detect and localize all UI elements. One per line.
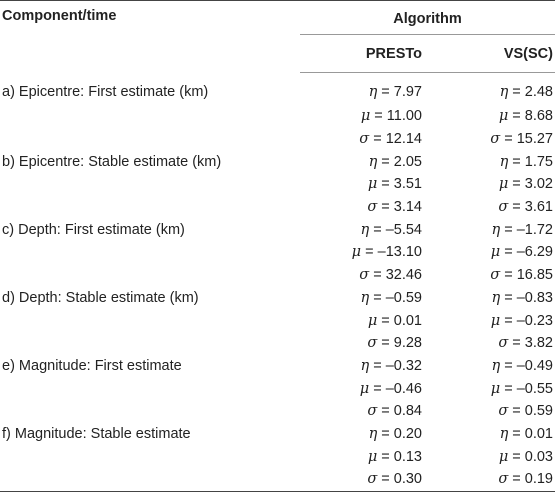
vs-value: = –0.23 bbox=[504, 312, 553, 329]
vs-value-cell bbox=[423, 241, 555, 264]
statistic-symbol: σ bbox=[490, 131, 501, 148]
vs-value: = 2.48 bbox=[512, 84, 553, 100]
statistic-symbol: μ bbox=[367, 176, 378, 193]
table-row bbox=[0, 309, 555, 332]
presto-value-cell bbox=[300, 128, 423, 151]
statistic-symbol: μ bbox=[498, 448, 509, 465]
table-header bbox=[0, 1, 555, 73]
vs-value-cell bbox=[423, 468, 555, 491]
presto-value-cell bbox=[300, 196, 423, 219]
presto-value: = –0.32 bbox=[373, 357, 422, 374]
vs-value-cell bbox=[423, 355, 555, 378]
statistic-symbol: μ bbox=[367, 312, 378, 329]
presto-value: = –5.54 bbox=[373, 221, 422, 238]
table-body bbox=[0, 73, 555, 492]
statistic-symbol: σ bbox=[498, 335, 509, 352]
presto-value: = 9.28 bbox=[381, 335, 422, 352]
presto-value: = 11.00 bbox=[374, 108, 422, 125]
table-row bbox=[0, 241, 555, 264]
row-component-label bbox=[0, 196, 300, 219]
presto-value: = –0.59 bbox=[373, 289, 422, 306]
presto-value: = –0.46 bbox=[373, 380, 422, 397]
vs-value-cell bbox=[423, 196, 555, 219]
row-component-label bbox=[0, 309, 300, 332]
vs-value-cell bbox=[423, 400, 555, 423]
presto-value: = 3.51 bbox=[381, 176, 422, 193]
statistic-symbol: μ bbox=[360, 108, 371, 125]
table-row bbox=[0, 173, 555, 196]
statistic-symbol: σ bbox=[498, 471, 509, 488]
row-component-label: b) Epicentre: Stable estimate (km) bbox=[2, 153, 222, 170]
statistic-symbol: μ bbox=[490, 380, 501, 397]
table-row bbox=[0, 400, 555, 423]
row-component-label bbox=[0, 445, 300, 468]
vs-column-header: VS(SC) bbox=[423, 35, 555, 73]
presto-value: = 0.01 bbox=[381, 312, 422, 329]
vs-value: = 15.27 bbox=[504, 131, 553, 148]
table-row bbox=[0, 332, 555, 355]
statistic-symbol: σ bbox=[367, 199, 378, 216]
statistic-symbol: μ bbox=[490, 312, 501, 329]
presto-value-cell bbox=[300, 332, 423, 355]
vs-value-cell bbox=[423, 264, 555, 287]
statistic-symbol: μ bbox=[490, 244, 501, 261]
vs-value: = –0.83 bbox=[504, 289, 553, 306]
statistic-symbol: η bbox=[360, 289, 370, 306]
row-component-label: a) Epicentre: First estimate (km) bbox=[2, 83, 209, 100]
row-component-label bbox=[0, 400, 300, 423]
statistic-symbol: η bbox=[491, 357, 501, 374]
presto-value: = 0.84 bbox=[381, 403, 422, 420]
table-row bbox=[0, 355, 555, 378]
statistic-symbol: σ bbox=[367, 471, 378, 488]
vs-value-cell bbox=[423, 377, 555, 400]
vs-value: = 3.61 bbox=[512, 199, 553, 216]
statistic-symbol: σ bbox=[498, 403, 509, 420]
row-component-label bbox=[0, 468, 300, 491]
vs-value: = 0.59 bbox=[512, 403, 553, 420]
statistic-symbol: σ bbox=[367, 335, 378, 352]
vs-value: = 1.75 bbox=[512, 153, 553, 170]
statistic-symbol: η bbox=[491, 289, 501, 306]
presto-value-cell bbox=[300, 377, 423, 400]
statistic-symbol: σ bbox=[367, 403, 378, 420]
row-component-label bbox=[0, 105, 300, 128]
statistic-symbol: η bbox=[368, 84, 378, 100]
presto-value-cell bbox=[300, 287, 423, 310]
row-component-label: d) Depth: Stable estimate (km) bbox=[2, 289, 199, 306]
presto-value-cell bbox=[300, 150, 423, 173]
vs-value-cell bbox=[423, 73, 555, 106]
statistic-symbol: μ bbox=[498, 176, 509, 193]
presto-value: = 12.14 bbox=[373, 131, 422, 148]
vs-value-cell bbox=[423, 150, 555, 173]
vs-value: = –0.49 bbox=[504, 357, 553, 374]
presto-column-header: PRESTo bbox=[300, 35, 423, 73]
statistic-symbol: η bbox=[368, 425, 378, 442]
table-row bbox=[0, 287, 555, 310]
statistic-symbol: μ bbox=[498, 108, 509, 125]
vs-value-cell bbox=[423, 128, 555, 151]
header-row-top bbox=[0, 1, 555, 35]
vs-value-cell bbox=[423, 423, 555, 446]
presto-value: = 0.13 bbox=[381, 448, 422, 465]
row-component-label bbox=[0, 332, 300, 355]
vs-value-cell bbox=[423, 105, 555, 128]
presto-value-cell bbox=[300, 218, 423, 241]
presto-value-cell bbox=[300, 309, 423, 332]
presto-value-cell bbox=[300, 241, 423, 264]
table-row bbox=[0, 218, 555, 241]
statistic-symbol: η bbox=[499, 425, 509, 442]
table-row bbox=[0, 196, 555, 219]
statistic-symbol: μ bbox=[359, 380, 370, 397]
presto-value-cell bbox=[300, 400, 423, 423]
vs-value: = 3.82 bbox=[512, 335, 553, 352]
presto-value: = 0.30 bbox=[381, 471, 422, 488]
table-row bbox=[0, 468, 555, 491]
statistic-symbol: η bbox=[499, 84, 509, 100]
row-component-label bbox=[0, 128, 300, 151]
row-component-label bbox=[0, 264, 300, 287]
row-component-label: c) Depth: First estimate (km) bbox=[2, 221, 185, 238]
statistic-symbol: η bbox=[360, 221, 370, 238]
algorithm-header: Algorithm bbox=[300, 1, 555, 35]
table-row bbox=[0, 73, 555, 106]
row-component-label: f) Magnitude: Stable estimate bbox=[2, 425, 191, 442]
statistic-symbol: σ bbox=[490, 267, 501, 284]
vs-value-cell bbox=[423, 332, 555, 355]
vs-value: = –6.29 bbox=[504, 244, 553, 261]
table-row bbox=[0, 423, 555, 446]
statistic-symbol: σ bbox=[498, 199, 509, 216]
vs-value-cell bbox=[423, 309, 555, 332]
row-component-label bbox=[0, 241, 300, 264]
vs-value-cell bbox=[423, 287, 555, 310]
statistic-symbol: η bbox=[360, 357, 370, 374]
vs-value: = –0.55 bbox=[504, 380, 553, 397]
presto-value-cell bbox=[300, 355, 423, 378]
presto-value-cell bbox=[300, 445, 423, 468]
component-time-header: Component/time bbox=[0, 1, 300, 73]
statistic-symbol: η bbox=[368, 153, 378, 170]
vs-value-cell bbox=[423, 173, 555, 196]
statistic-symbol: η bbox=[491, 221, 501, 238]
vs-value-cell bbox=[423, 218, 555, 241]
vs-value: = –1.72 bbox=[504, 221, 553, 238]
presto-value-cell bbox=[300, 423, 423, 446]
presto-value: = 7.97 bbox=[381, 84, 422, 100]
table-row bbox=[0, 445, 555, 468]
row-component-label bbox=[0, 173, 300, 196]
vs-value: = 8.68 bbox=[512, 108, 553, 125]
table-row bbox=[0, 150, 555, 173]
presto-value: = –13.10 bbox=[365, 244, 422, 261]
table-row bbox=[0, 264, 555, 287]
vs-value-cell bbox=[423, 445, 555, 468]
presto-value: = 32.46 bbox=[373, 267, 422, 284]
vs-value: = 0.03 bbox=[512, 448, 553, 465]
presto-value: = 0.20 bbox=[381, 425, 422, 442]
table-row bbox=[0, 105, 555, 128]
table-row bbox=[0, 377, 555, 400]
table-row bbox=[0, 128, 555, 151]
presto-value-cell bbox=[300, 73, 423, 106]
presto-value-cell bbox=[300, 468, 423, 491]
statistic-symbol: σ bbox=[359, 267, 370, 284]
vs-value: = 0.19 bbox=[512, 471, 553, 488]
statistic-symbol: μ bbox=[367, 448, 378, 465]
vs-value: = 16.85 bbox=[504, 267, 553, 284]
statistic-symbol: μ bbox=[351, 244, 362, 261]
presto-value: = 2.05 bbox=[381, 153, 422, 170]
statistic-symbol: η bbox=[499, 153, 509, 170]
presto-value: = 3.14 bbox=[381, 199, 422, 216]
presto-value-cell bbox=[300, 264, 423, 287]
vs-value: = 0.01 bbox=[512, 425, 553, 442]
statistic-symbol: σ bbox=[359, 131, 370, 148]
presto-value-cell bbox=[300, 173, 423, 196]
row-component-label bbox=[0, 377, 300, 400]
row-component-label: e) Magnitude: First estimate bbox=[2, 357, 182, 374]
vs-value: = 3.02 bbox=[512, 176, 553, 193]
presto-value-cell bbox=[300, 105, 423, 128]
